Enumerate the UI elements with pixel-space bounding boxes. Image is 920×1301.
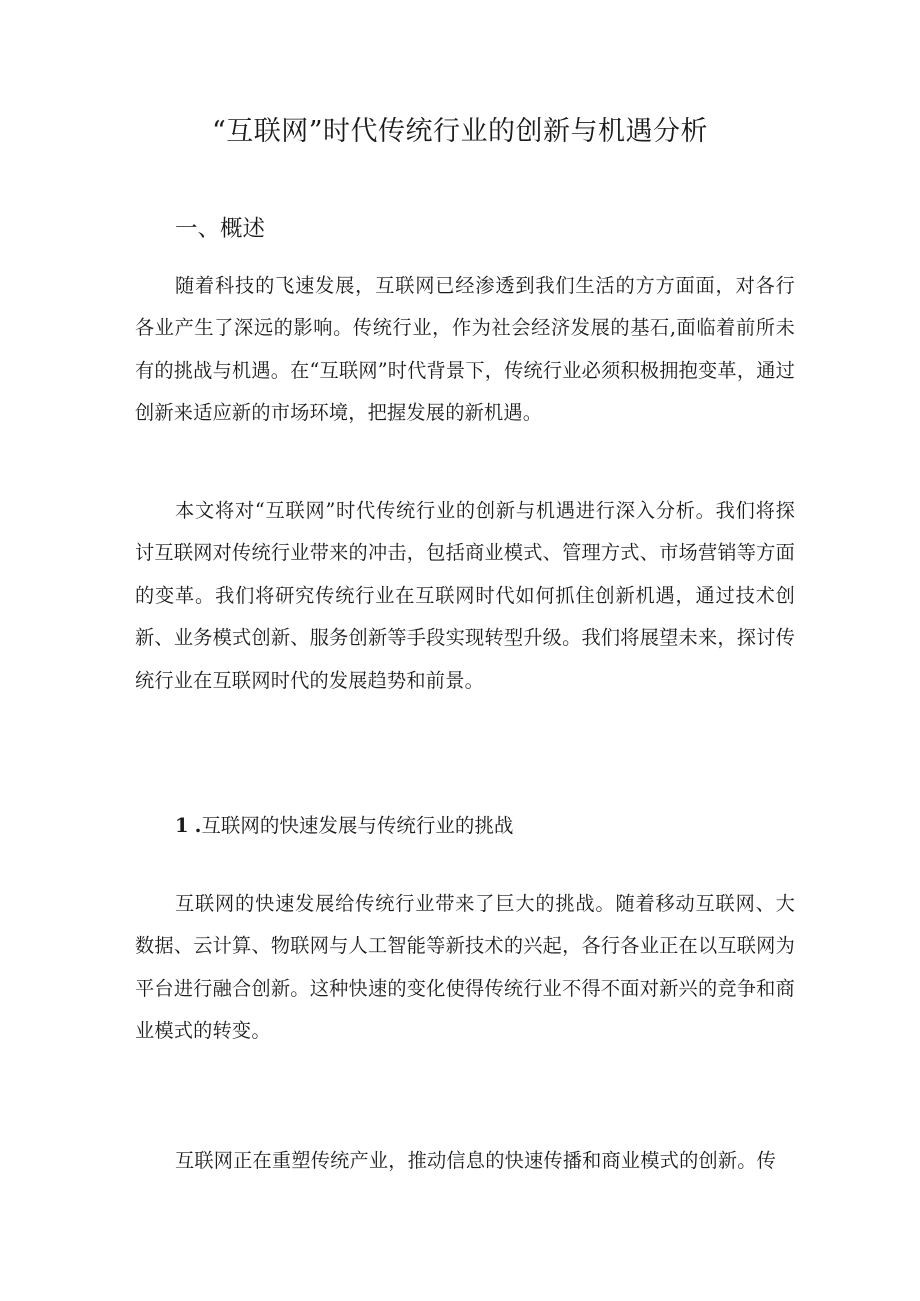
paragraph: 随着科技的飞速发展，互联网已经渗透到我们生活的方方面面，对各行各业产生了深远的影响。传统行业，作为社会经济发展的基石,面临着前所未有的挑战与机遇。在“互联网”时代背景下，传统行业必须积极拥抱变革，通过创新来适应新的市场环境，把握发展的新机遇。 [135,274,795,425]
section-heading-overview: 一、概述 [175,216,266,242]
paragraph: 本文将对“互联网”时代传统行业的创新与机遇进行深入分析。我们将探讨互联网对传统行业带来的冲击，包括商业模式、管理方式、市场营销等方面的变革。我们将研究传统行业在互联网时代如何抓住创新机遇，通过技术创新、业务模式创新、服务创新等手段实现转型升级。我们将展望未来，探讨传统行业在互联网时代的发展趋势和前景。 [135,499,795,692]
document-title: “互联网”时代传统行业的创新与机遇分析 [211,116,709,147]
subsection-separator: . [194,814,202,837]
paragraph: 互联网正在重塑传统产业，推动信息的快速传播和商业模式的创新。传 [175,1149,777,1172]
paragraph: 互联网的快速发展给传统行业带来了巨大的挑战。随着移动互联网、大数据、云计算、物联网与人工智能等新技术的兴起，各行各业正在以互联网为平台进行融合创新。这种快速的变化使得传统行业不得不面对新兴的竞争和商业模式的转变。 [135,892,795,1043]
subsection-number: 1 [175,814,189,837]
subsection-title: 互联网的快速发展与传统行业的挑战 [201,814,514,837]
subsection-heading [175,808,513,844]
